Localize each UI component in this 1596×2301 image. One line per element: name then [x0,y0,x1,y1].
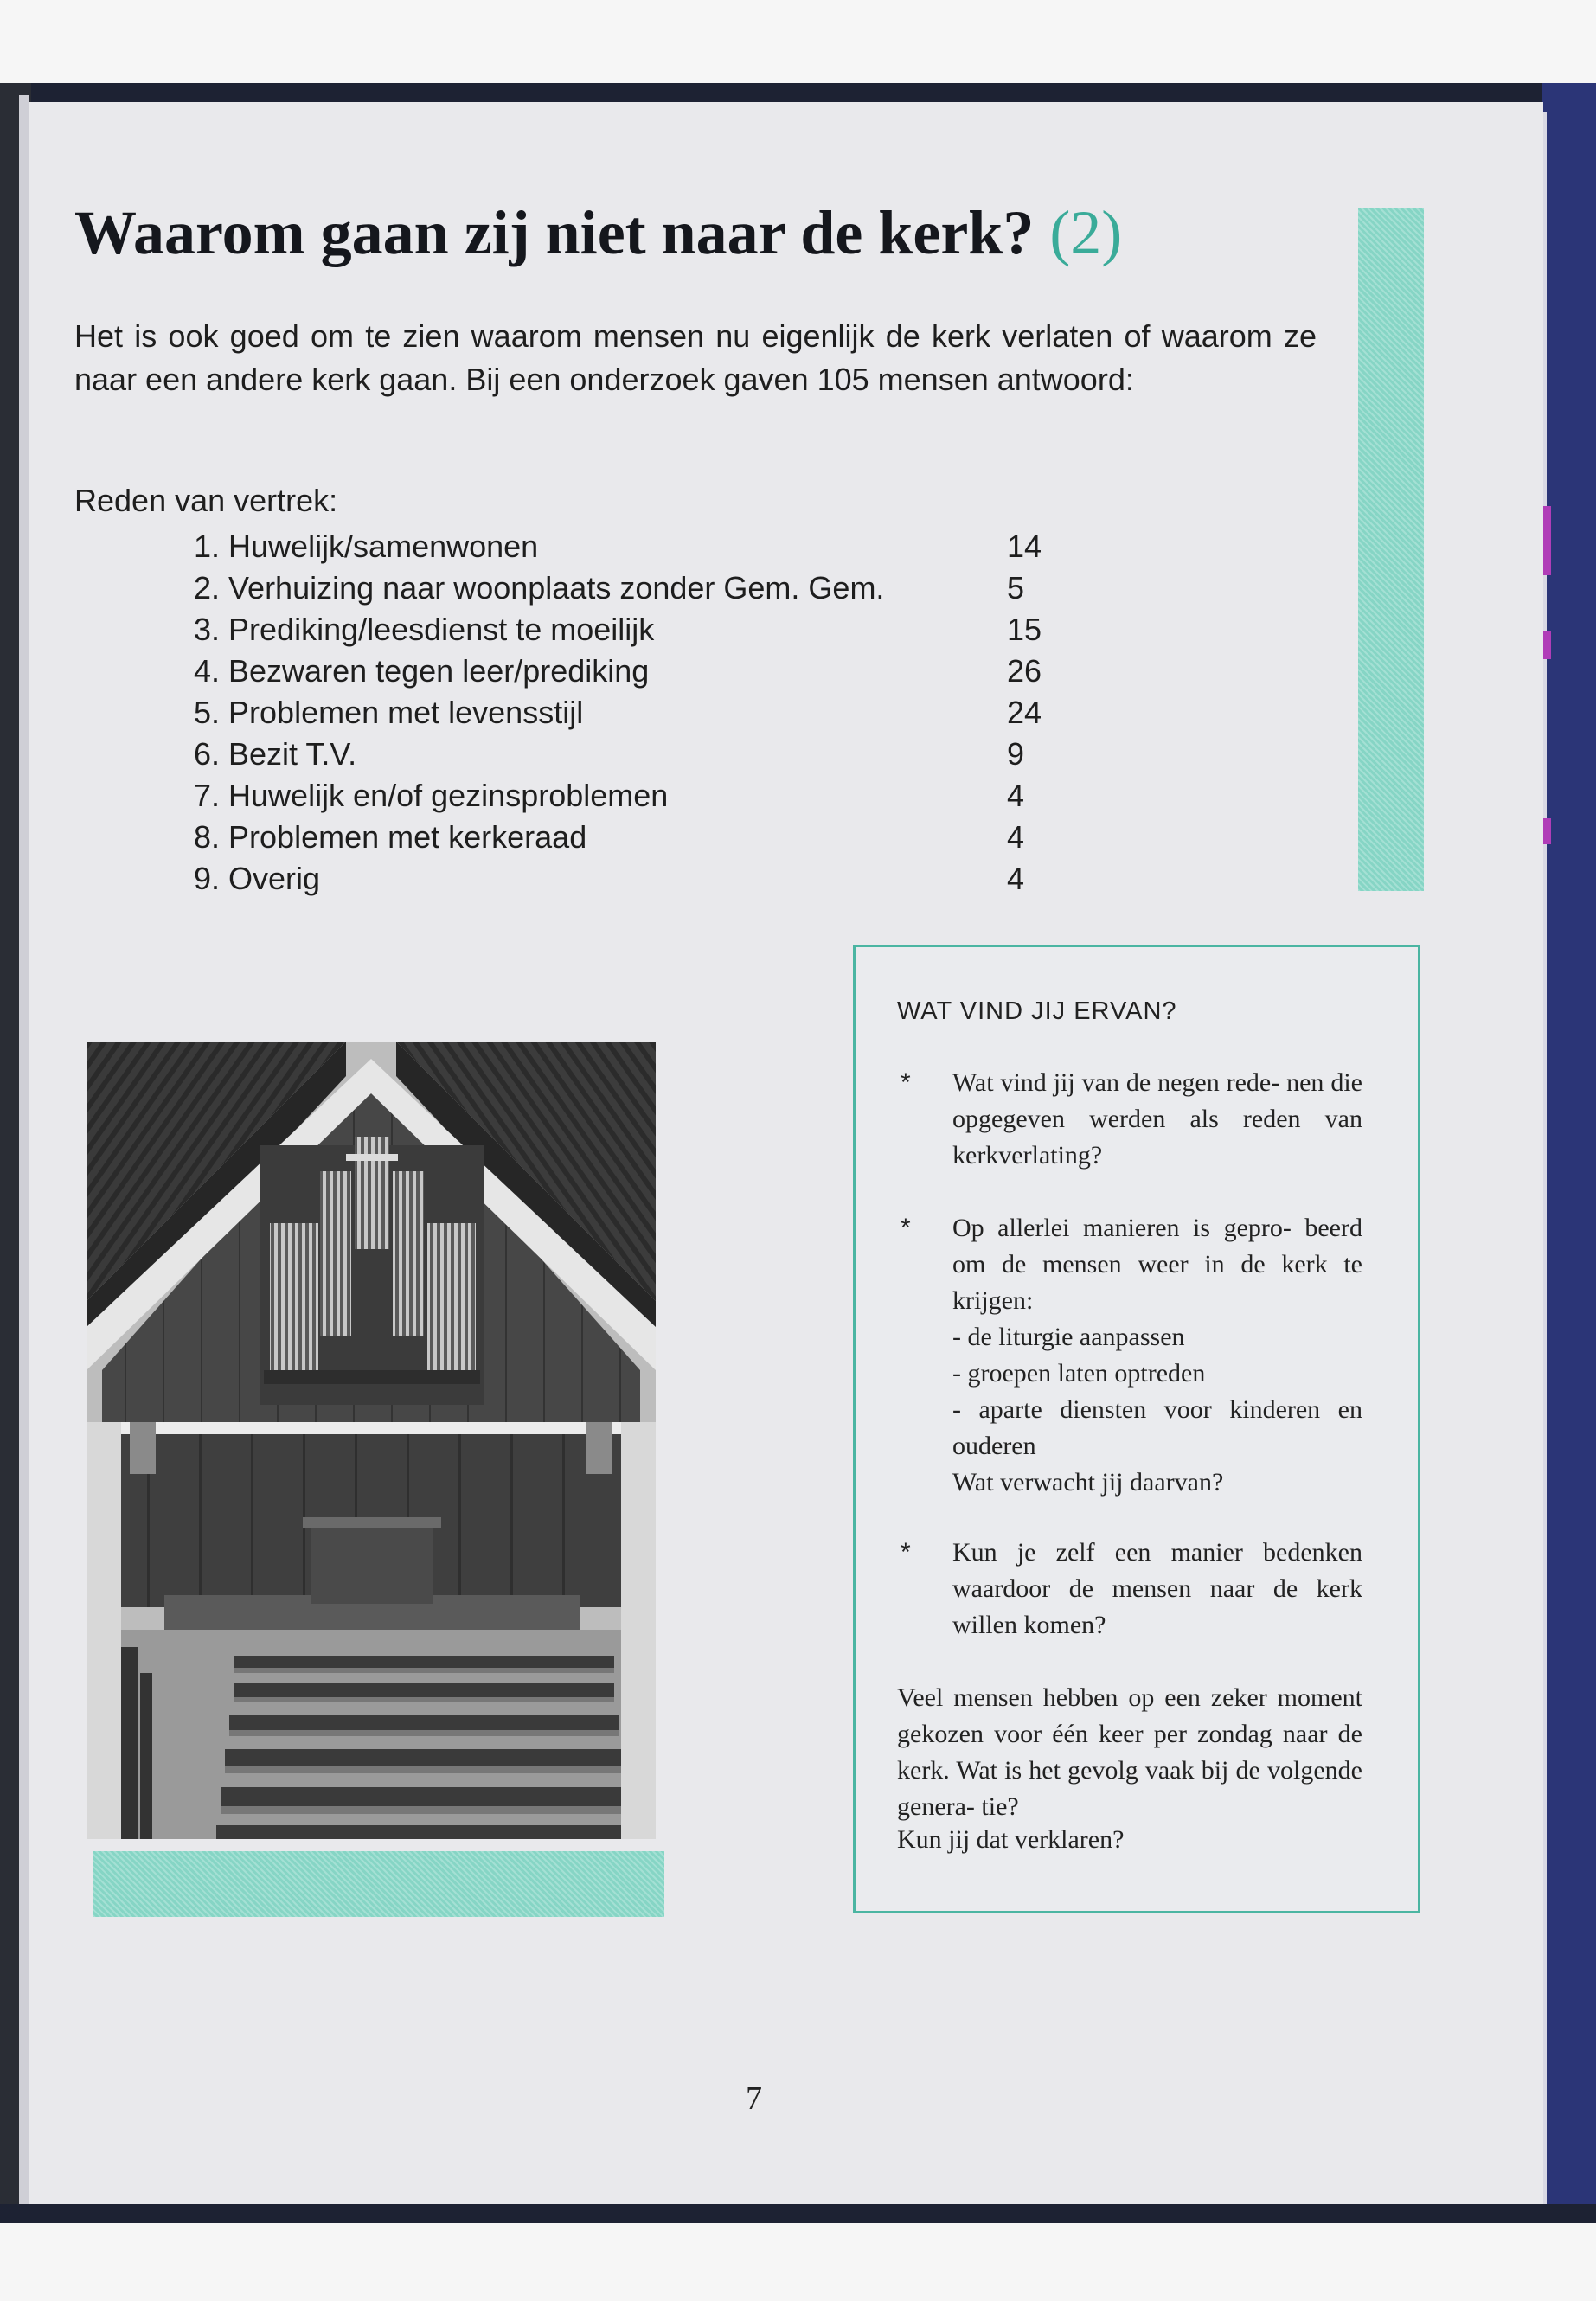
reason-label: 6. Bezit T.V. [194,736,357,772]
page-title [74,197,1122,269]
question-2-question: Wat verwacht jij daarvan? [952,1468,1224,1497]
title-text: Waarom gaan zij niet naar de kerk? [74,198,1035,267]
reason-count: 5 [1007,570,1025,606]
reason-count: 26 [1007,653,1042,689]
page-tab-marker [1543,818,1551,844]
reason-label: 9. Overig [194,861,321,896]
reason-label: 7. Huwelijk en/of gezinsproblemen [194,778,669,813]
reason-row [194,775,1059,817]
church-organ-photo [87,1042,656,1839]
church-interior-illustration [87,1042,656,1839]
list-item: - groepen laten optreden [952,1359,1206,1388]
list-item: - aparte diensten voor kinderen en ouderen [952,1395,1362,1460]
page-edge-left [19,95,29,2206]
reason-label: 5. Problemen met levensstijl [194,695,584,730]
reason-count: 9 [1007,736,1025,772]
reasons-heading: Reden van vertrek: [74,483,338,518]
page-tab-marker [1543,506,1551,575]
question-1: Wat vind jij van de negen rede- nen die opgegeven werden als reden van kerkverlating? [952,1068,1362,1170]
question-2 [952,1210,1362,1501]
reason-label: 1. Huwelijk/samenwonen [194,529,539,564]
scan-top-margin [0,0,1596,83]
reason-row [194,692,1059,734]
list-item: - de liturgie aanpassen [952,1323,1185,1351]
reason-label: 4. Bezwaren tegen leer/prediking [194,653,650,689]
discussion-box-title: WAT VIND JIJ ERVAN? [897,997,1177,1025]
reason-count: 4 [1007,778,1025,813]
reason-count: 4 [1007,861,1025,896]
reason-count: 4 [1007,819,1025,855]
discussion-box [853,945,1420,1913]
decorative-green-bar [1358,208,1424,891]
page-tab-marker [1543,631,1551,659]
reason-count: 14 [1007,529,1042,564]
reason-row [194,609,1059,651]
reason-row [194,526,1059,567]
scan-top-edge [0,83,1596,102]
question-2-intro: Op allerlei manieren is gepro- beerd om de mensen weer in de kerk te krijgen: [952,1214,1362,1315]
scan-bottom-margin [0,2223,1596,2301]
measures-list [952,1319,1362,1465]
reason-row [194,567,1059,609]
reason-row [194,858,1059,900]
closing-question: Kun jij dat verklaren? [897,1825,1125,1854]
bullet-asterisk: * [901,1214,911,1242]
book-cover-right [1542,83,1596,2224]
question-3: Kun je zelf een manier bedenken waardoor de mensen naar de kerk willen komen? [952,1538,1362,1639]
page-number: 7 [746,2080,762,2117]
reason-label: 2. Verhuizing naar woonplaats zonder Gem. Gem. [194,570,885,606]
title-number: (2) [1049,198,1123,267]
scan-bottom-edge [0,2204,1596,2223]
intro-paragraph: Het is ook goed om te zien waarom mensen nu eigenlijk de kerk verlaten of waarom ze naar een andere kerk gaan. Bij een onderzoek gaven 105 mensen antwoord: [74,318,1317,397]
bullet-asterisk: * [901,1068,911,1097]
reason-count: 24 [1007,695,1042,730]
reason-label: 8. Problemen met kerkeraad [194,819,587,855]
reason-row [194,651,1059,692]
closing-paragraph: Veel mensen hebben op een zeker moment gekozen voor één keer per zondag naar de kerk. Wat is het gevolg vaak bij de volgende genera- tie? [897,1683,1362,1821]
reason-row [194,817,1059,858]
reason-row [194,734,1059,775]
bullet-asterisk: * [901,1538,911,1567]
reason-count: 15 [1007,612,1042,647]
decorative-green-bar [93,1851,664,1917]
reason-label: 3. Prediking/leesdienst te moeilijk [194,612,655,647]
